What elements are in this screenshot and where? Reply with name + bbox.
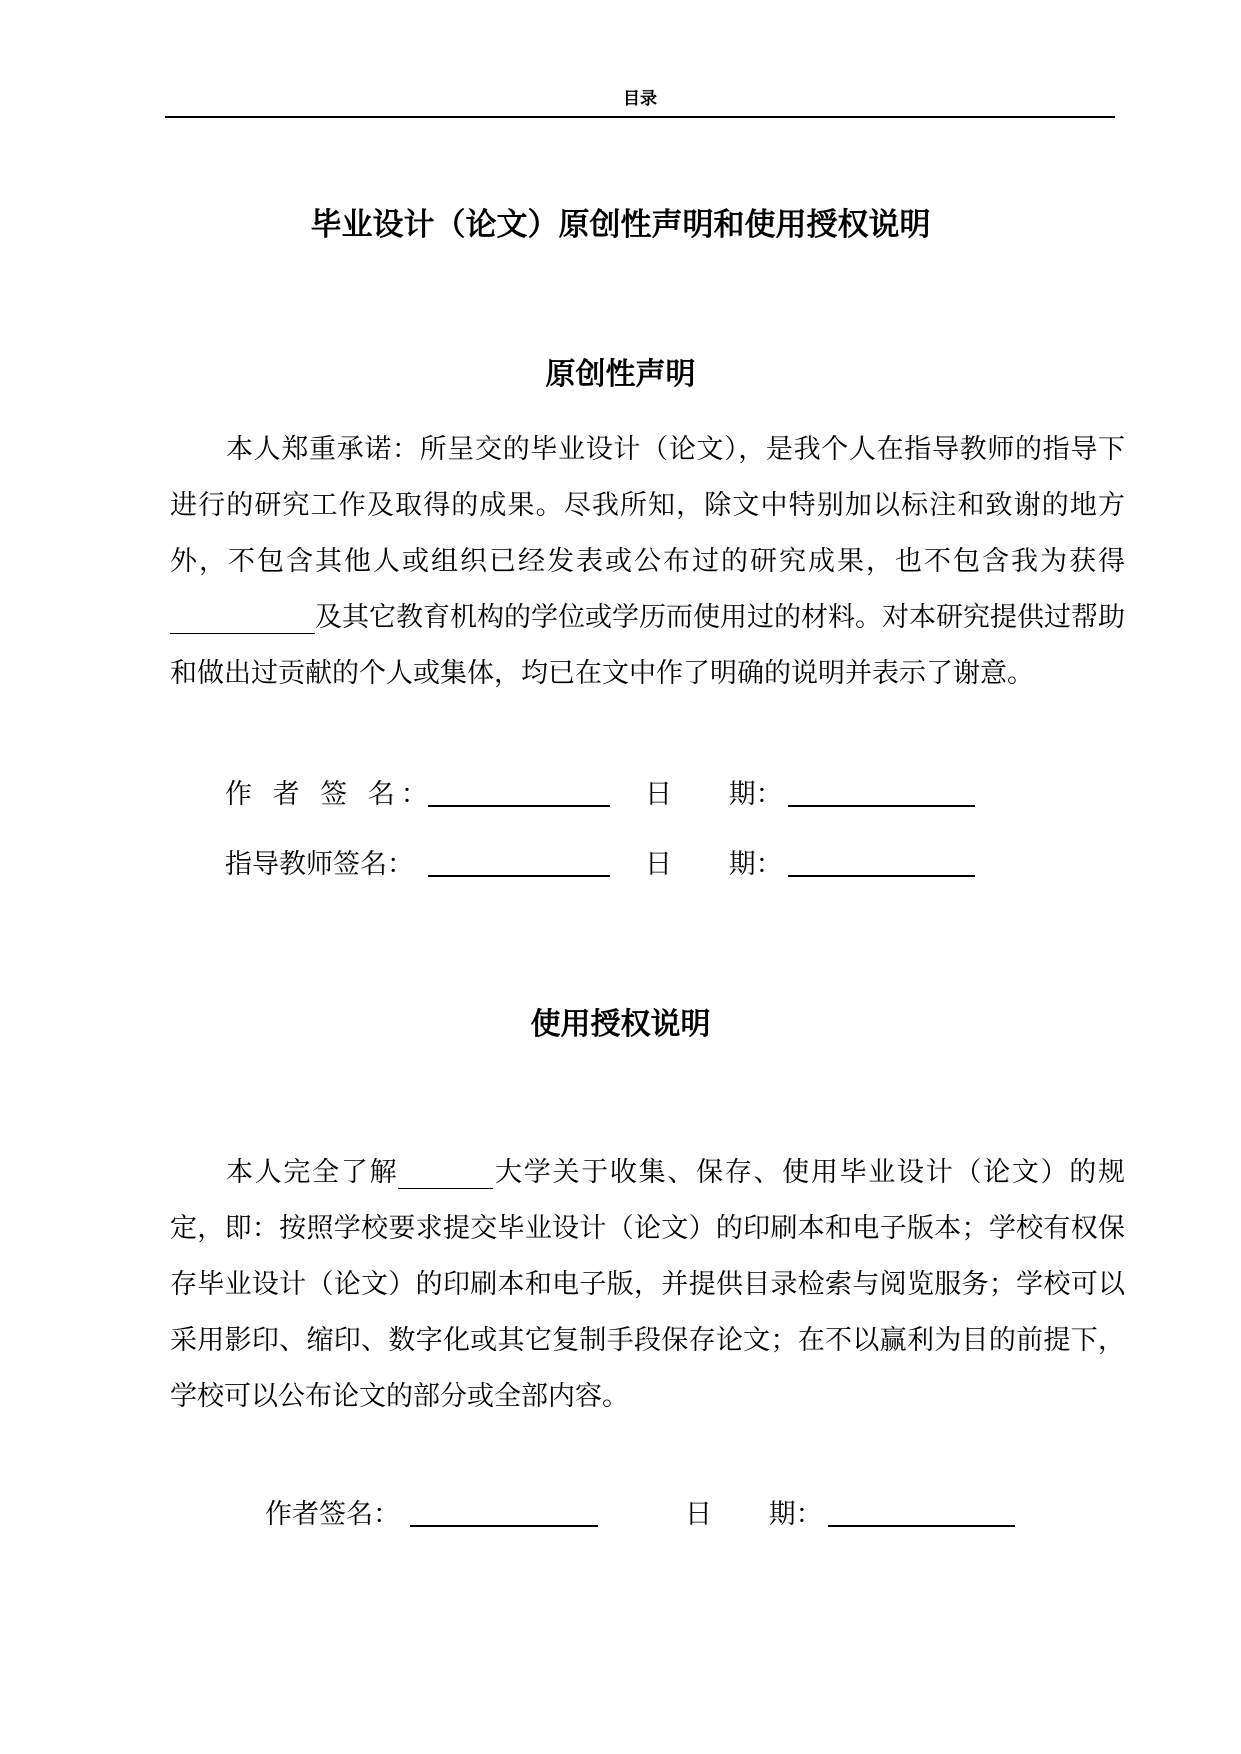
originality-heading: 原创性声明 [545, 357, 696, 392]
advisor-date-blank[interactable] [788, 875, 975, 877]
document-title: 毕业设计（论文）原创性声明和使用授权说明 [310, 207, 931, 243]
authorization-statement [170, 1145, 1125, 1425]
author-date-label: 日 期： [645, 779, 783, 810]
running-title: 目录 [623, 89, 657, 109]
author-signature-label: 作 者 签 名： [225, 779, 434, 810]
advisor-signature-label: 指导教师签名： [225, 849, 414, 880]
author-signature-blank[interactable] [428, 805, 610, 807]
authorization-signature-row [265, 1495, 1025, 1535]
authorization-signature-label: 作者签名： [265, 1499, 400, 1530]
originality-text-part2: 及其它教育机构的学位或学历而使用过的材料。对本研究提供过帮助和做出过贡献的个人或集体，均已在文中作了明确的说明并表示了谢意。 [170, 602, 1125, 689]
originality-text-part1: 本人郑重承诺：所呈交的毕业设计（论文），是我个人在指导教师的指导下进行的研究工作及取得的成果。尽我所知，除文中特别加以标注和致谢的地方外，不包含其他人或组织已经发表或公布过的研究成果，也不包含我为获得 [170, 434, 1125, 577]
page-header [165, 88, 1115, 118]
author-signature-row [225, 775, 985, 815]
authorization-signature-blank[interactable] [410, 1525, 598, 1527]
originality-statement [170, 422, 1125, 702]
author-date-blank[interactable] [788, 805, 975, 807]
degree-fill-blank[interactable] [170, 603, 315, 634]
university-fill-blank[interactable] [398, 1158, 493, 1189]
advisor-date-label: 日 期： [645, 849, 783, 880]
advisor-signature-row [225, 845, 985, 885]
authorization-date-label: 日 期： [685, 1499, 823, 1530]
authorization-heading: 使用授权说明 [530, 1007, 711, 1042]
authorization-text-part2: 大学关于收集、保存、使用毕业设计（论文）的规定，即：按照学校要求提交毕业设计（论文）的印刷本和电子版本；学校有权保存毕业设计（论文）的印刷本和电子版，并提供目录检索与阅览服务；学校可以采用影印、缩印、数字化或其它复制手段保存论文；在不以赢利为目的前提下，学校可以公布论文的部分或全部内容。 [170, 1157, 1126, 1412]
advisor-signature-blank[interactable] [428, 875, 610, 877]
authorization-date-blank[interactable] [828, 1525, 1015, 1527]
authorization-text-part1: 本人完全了解 [226, 1157, 399, 1188]
